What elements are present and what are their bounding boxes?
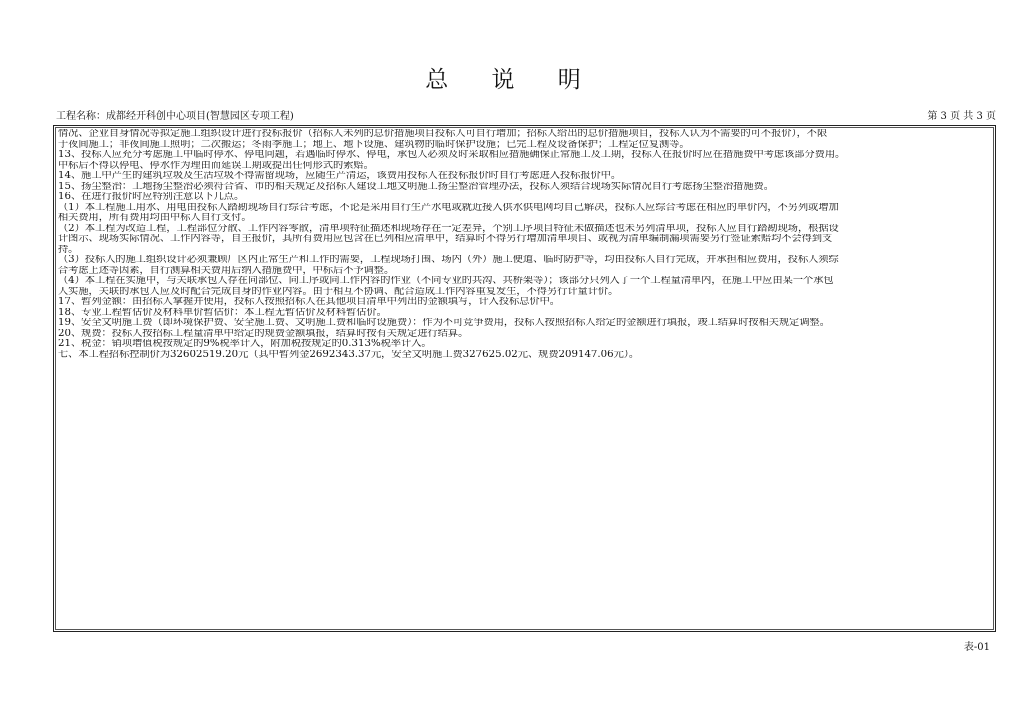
page-indicator: 第 3 页 共 3 页	[927, 111, 996, 122]
content-frame	[53, 125, 996, 632]
text-line: 21、税金：销项增值税按规定的9%税率计入，附加税按规定的0.313%税率计入。	[58, 339, 432, 349]
text-line: （3）投标人的施工组织设计必须兼顾厂区内正常生产和工作的需要，工程现场打围、场内（外）施工便道、临时防护等，均由投标人自行完成，并承担相应费用，投标人须综	[58, 255, 839, 265]
page-title: 总 说 明	[425, 67, 599, 93]
text-line: 持。	[58, 244, 79, 255]
text-line: 16、在进行报价时应特别注意以下几点。	[58, 192, 245, 202]
table-code: 表-01	[963, 642, 990, 653]
text-line: 于夜间施工；非夜间施工照明；二次搬运；冬雨季施工；地上、地下设施、建筑物的临时保护设施；已完工程及设备保护；工程定位复测等。	[58, 139, 690, 150]
text-line: 14、施工中产生的建筑垃圾及生活垃圾不得需留现场，应随生产清运，该费用投标人在投标报价时自行考虑进入投标报价中。	[58, 171, 622, 181]
text-line: 中标后不得以停电、停水作为理由而延误工期或提出任何形式的索赔。	[58, 160, 374, 171]
text-line: （4）本工程在实施中，与关联承包人存在同部位、同工序或同工作内容的作业（不同专业的共沟、共桥架等）；该部分只列入了一个工程量清单内，在施工中应由某一个承包	[58, 276, 834, 286]
description-text-block	[58, 129, 991, 360]
text-line: 合考虑上述等因素，自行测算相关费用后纳入措施费中，中标后不予调整。	[58, 265, 395, 276]
document-header	[56, 110, 996, 124]
text-line: 15、扬尘整治：工地扬尘整治必须符合省、市的相关规定及招标人建设工地文明施工扬尘整治管理办法，投标人须结合现场实际情况自行考虑扬尘整治措施费。	[58, 181, 774, 192]
text-line: （1）本工程施工用水、用电由投标人踏勘现场自行综合考虑，不论是采用自行生产水电或就近接入供水供电网均自己解决，投标人应综合考虑在相应的单价内，不另列或增加	[58, 202, 839, 213]
text-line: 相关费用，所有费用均由中标人自行支付。	[58, 213, 252, 223]
text-line: 19、安全文明施工费（即环境保护费、安全施工费、文明施工费和临时设施费）：作为不可竞争费用，投标人按照招标人给定的金额进行填报，竣工结算时按相关规定调整。	[58, 318, 830, 328]
text-line: 20、规费：投标人按招标工程量清单中给定的规费金额填报，结算时按有关规定进行结算。	[58, 328, 469, 339]
project-name: 工程名称：成都经开科创中心项目(智慧园区专项工程)	[56, 111, 294, 122]
text-line: （2）本工程为改造工程，工程部位分散、工作内容零散，清单项特征描述和现场存在一定差异，个别工序项目特征未做描述也未另列清单项，投标人应自行踏勘现场，根据设	[58, 223, 839, 234]
text-line: 情况、企业自身情况等拟定施工组织设计进行投标报价（招标人未列的总价措施项目投标人可自行增加；招标人给出的总价措施项目，投标人认为不需要的可不报价），不限	[58, 129, 828, 139]
text-line: 18、专业工程暂估价及材料单价暂估价：本工程无暂估价及材料暂估价。	[58, 307, 387, 318]
text-line: 人实施，关联的承包人应及时配合完成自身的作业内容。由于相互不协调、配合造成工作内容重复发生，不得另行计量计价。	[58, 286, 619, 297]
text-line: 13、投标人应充分考虑施工中临时停水、停电问题，若遇临时停水、停电，承包人必须及时采取相应措施确保正常施工及工期，投标人在报价时应在措施费中考虑该部分费用。	[58, 150, 846, 160]
text-line: 计图示、现场实际情况、工作内容等，自主报价，其所有费用应包含在已列相应清单中，结算时不得另行增加清单项目、或视为清单编制漏项需要另行签证索赔均不会得到支	[58, 234, 833, 244]
text-line: 七、本工程招标控制价为32602519.20元（其中暂列金2692343.37元，安全文明施工费327625.02元、规费209147.06元）。	[58, 349, 640, 360]
text-line: 17、暂列金额：由招标人掌握并使用，投标人按照招标人在其他项目清单中列出的金额填写，计入投标总价中。	[58, 297, 560, 307]
